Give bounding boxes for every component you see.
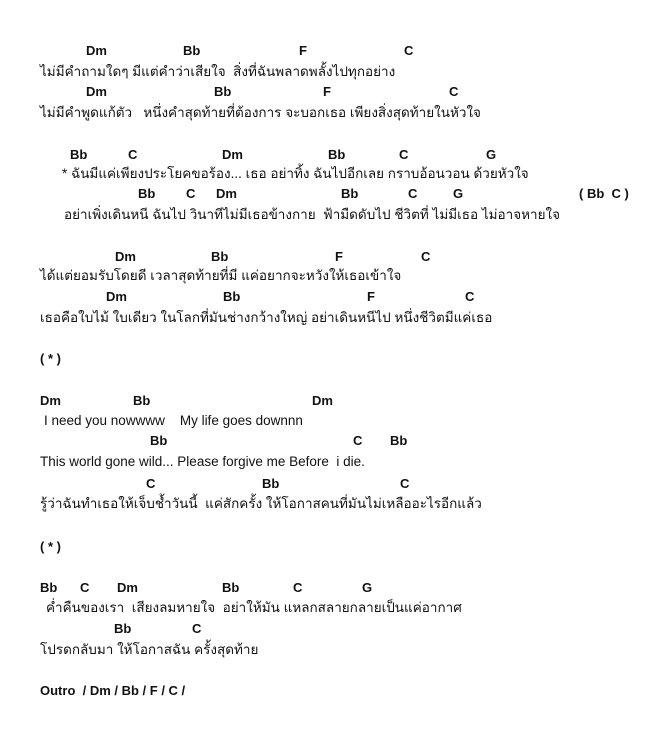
lyric-line: อย่าเพิ่งเดินหนี ฉันไป วินาทีไม่มีเธอข้างกาย ฟ้ามืดดับไป ชีวิตที่ ไม่มีเธอ ไม่อาจหายใจ (64, 207, 561, 222)
chord: C (146, 476, 156, 491)
chord: F (367, 289, 375, 304)
chord: Dm (117, 580, 138, 595)
chord: Bb (138, 186, 156, 201)
chord: F (335, 249, 343, 264)
chord: Dm (86, 43, 107, 58)
lyric-line: ไม่มีคำพูดแก้ตัว หนึ่งคำสุดท้ายที่ต้องการ จะบอกเธอ เพียงสิ่งสุดท้ายในหัวใจ (40, 105, 481, 120)
chord: Bb (183, 43, 201, 58)
chord: C (186, 186, 196, 201)
chord: C (293, 580, 303, 595)
chord: Bb (70, 147, 88, 162)
chord: C (449, 84, 459, 99)
chord: Dm (216, 186, 237, 201)
repeat-marker: ( * ) (40, 539, 61, 554)
chord: C (421, 249, 431, 264)
chord: C (408, 186, 418, 201)
chord: F (323, 84, 331, 99)
lyric-line: ได้แต่ยอมรับโดยดี เวลาสุดท้ายที่มี แค่อยากจะหวังให้เธอเข้าใจ (40, 268, 402, 283)
lyric-line: This world gone wild... Please forgive me Before i die. (40, 454, 365, 469)
lyric-line: ไม่มีคำถามใดๆ มีแต่คำว่าเสียใจ สิ่งที่ฉันพลาดพลั้งไปทุกอย่าง (40, 64, 396, 79)
chord: C (353, 433, 363, 448)
chord: C (192, 621, 202, 636)
chord: Dm (106, 289, 127, 304)
chord: G (362, 580, 373, 595)
lyric-line: รู้ว่าฉันทำเธอให้เจ็บช้ำวันนี้ แค่สักครั้ง ให้โอกาสคนที่มันไม่เหลืออะไรอีกแล้ว (40, 496, 482, 511)
chord: Dm (86, 84, 107, 99)
outro-line: Outro / Dm / Bb / F / C / (40, 683, 186, 698)
chord: Bb (328, 147, 346, 162)
chord: C (128, 147, 138, 162)
chord: Bb (262, 476, 280, 491)
chord: G (453, 186, 464, 201)
repeat-marker: ( * ) (40, 351, 61, 366)
lyric-line: เธอคือใบไม้ ใบเดียว ในโลกที่มันช่างกว้างใหญ่ อย่าเดินหนีไป หนึ่งชีวิตมีแค่เธอ (40, 310, 493, 325)
chord: C (399, 147, 409, 162)
chord: Dm (115, 249, 136, 264)
chord: G (486, 147, 497, 162)
chord: C (465, 289, 475, 304)
chord: C (400, 476, 410, 491)
lyric-line: ค่ำคืนของเรา เสียงลมหายใจ อย่าให้มัน แหลกสลายกลายเป็นแค่อากาศ (46, 600, 462, 615)
chord: C (404, 43, 414, 58)
chord: Dm (312, 393, 333, 408)
chord: Bb (214, 84, 232, 99)
lyric-line: * ฉันมีแค่เพียงประโยคขอร้อง... เธอ อย่าทิ้ง ฉันไปอีกเลย กราบอ้อนวอน ด้วยหัวใจ (62, 166, 529, 181)
chord: Bb (341, 186, 359, 201)
lyric-line: โปรดกลับมา ให้โอกาสฉัน ครั้งสุดท้าย (40, 642, 259, 657)
chord: Dm (40, 393, 61, 408)
chord: F (299, 43, 307, 58)
chord: ( Bb C ) (579, 186, 629, 201)
chord: Bb (222, 580, 240, 595)
chord: Bb (390, 433, 408, 448)
chord: Bb (223, 289, 241, 304)
chord: Bb (114, 621, 132, 636)
chord: Bb (211, 249, 229, 264)
chord: C (80, 580, 90, 595)
chord: Bb (133, 393, 151, 408)
chord: Bb (150, 433, 168, 448)
chord: Dm (222, 147, 243, 162)
lyric-line: I need you nowwww My life goes downnn (44, 413, 303, 428)
chord: Bb (40, 580, 58, 595)
